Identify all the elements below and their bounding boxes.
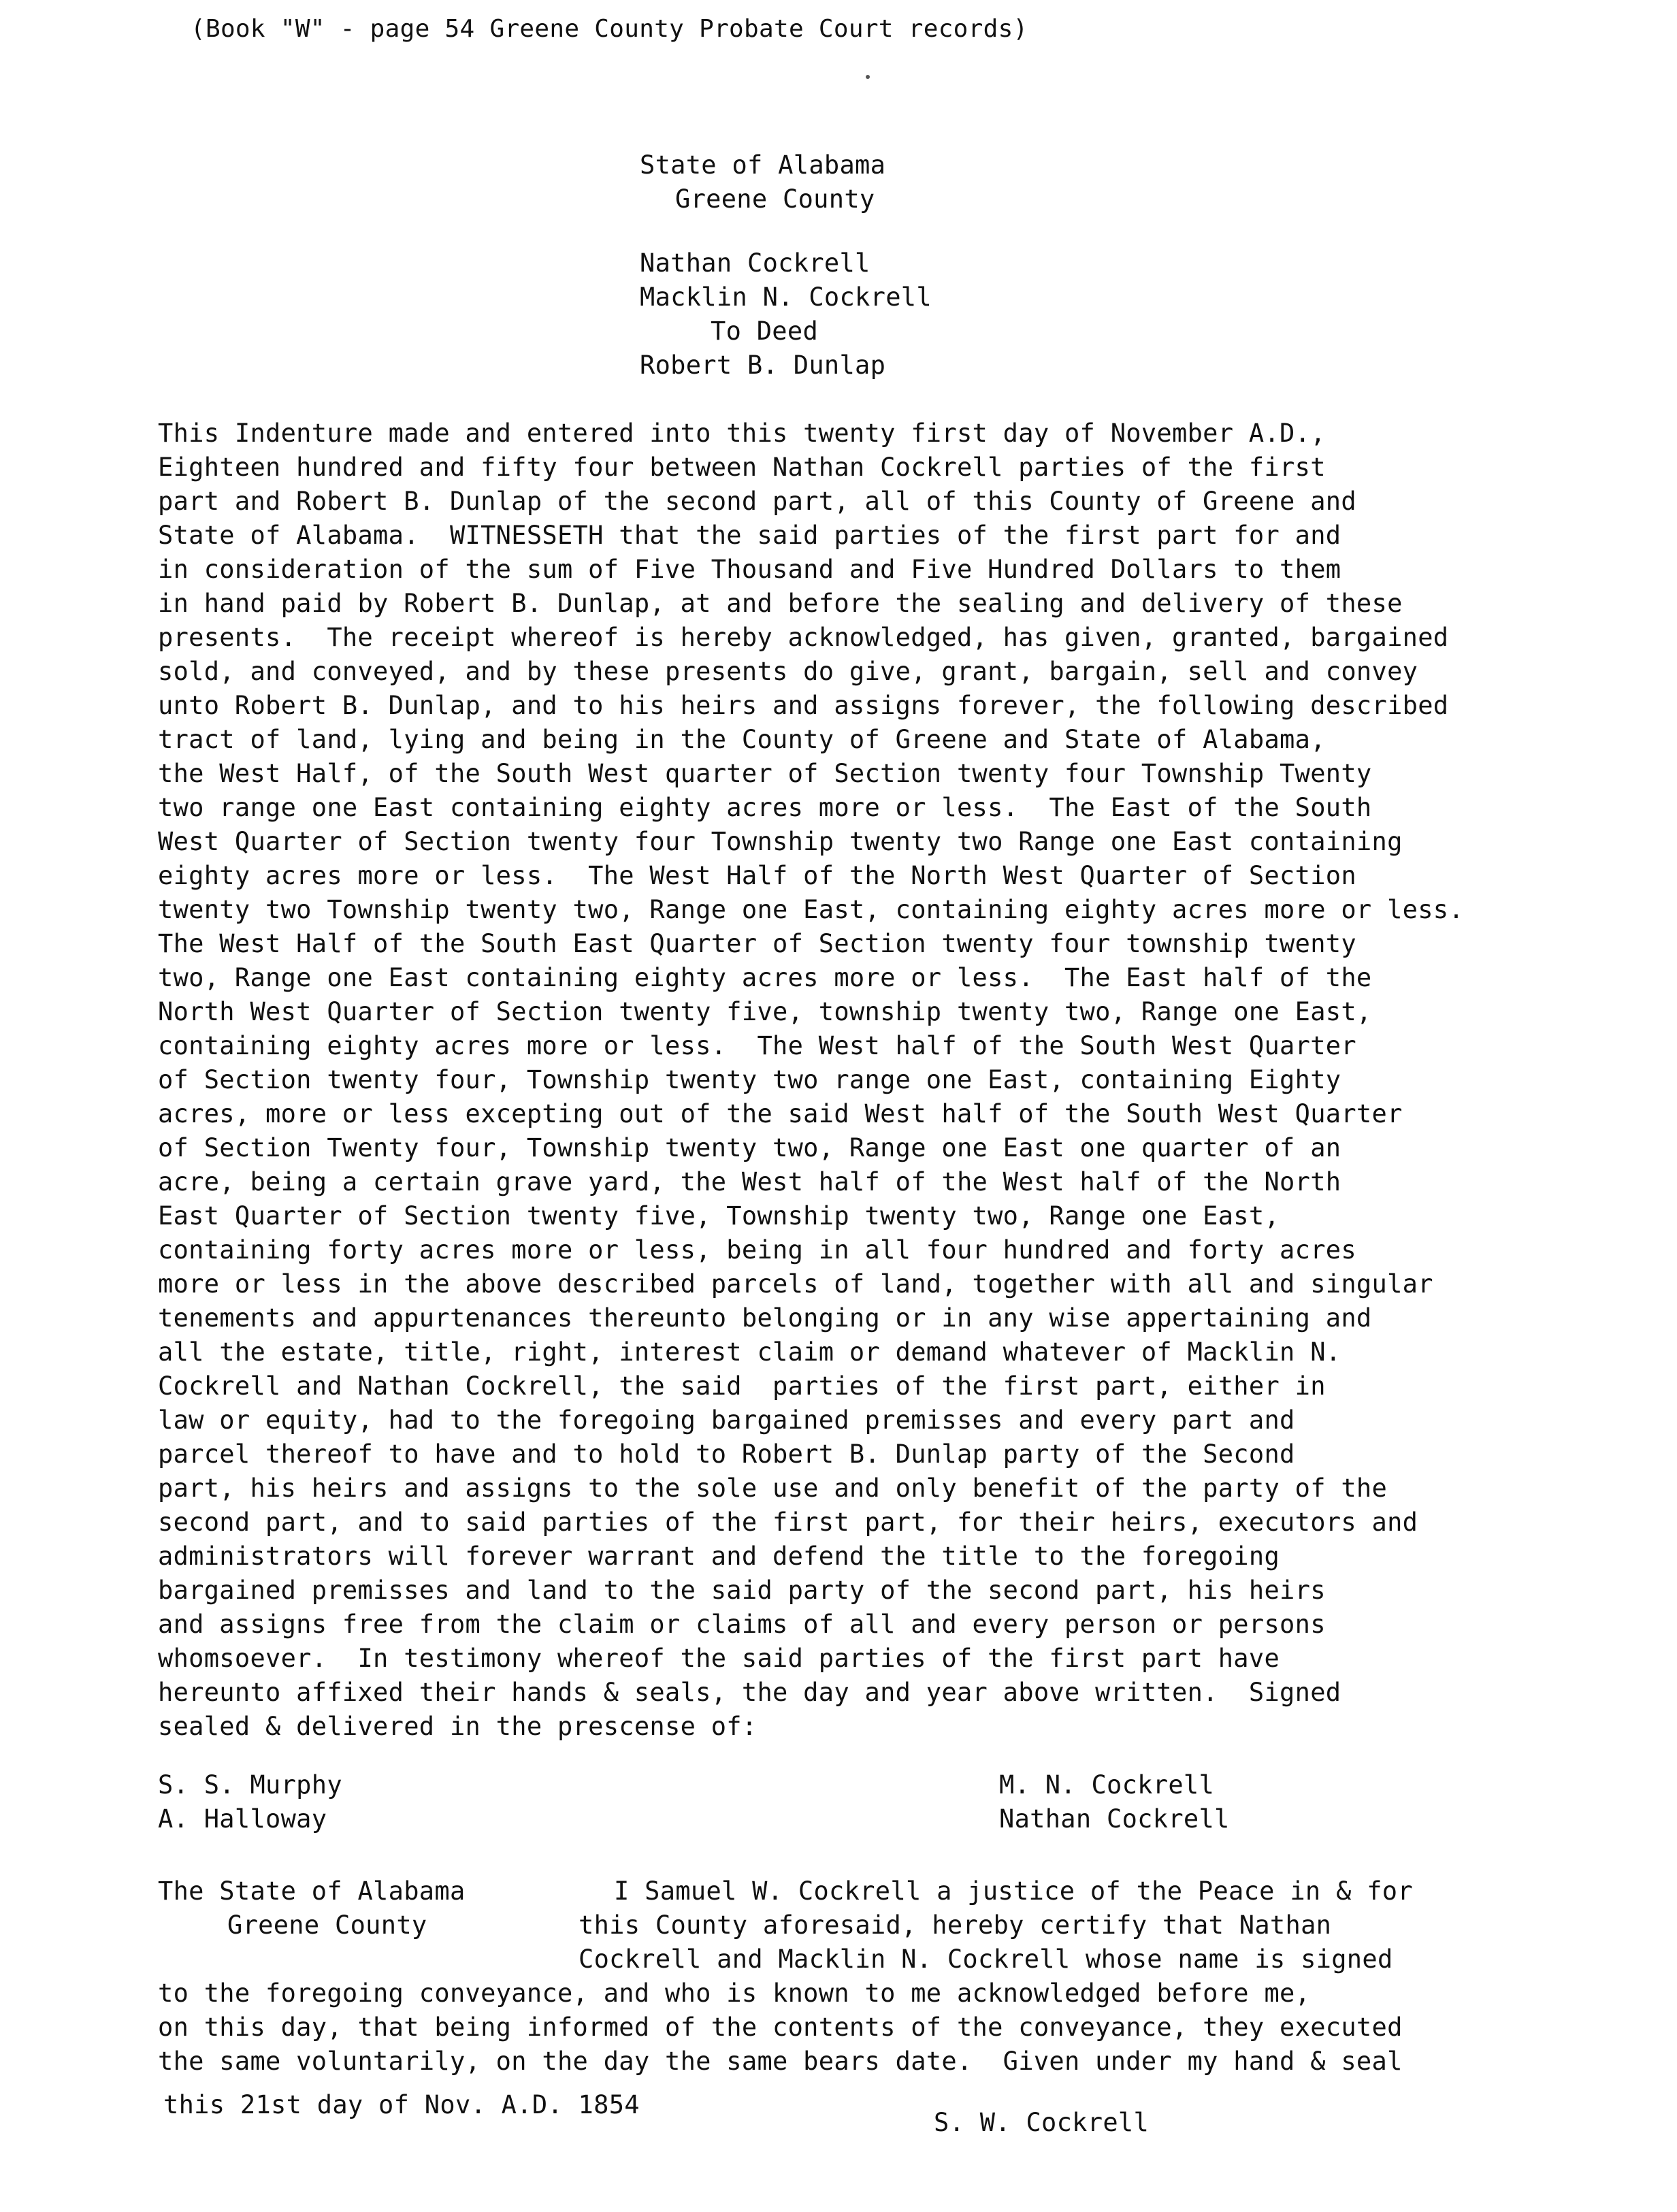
indenture-line: Eighteen hundred and fifty four between Nathan Cockrell parties of the first	[158, 453, 1326, 482]
indenture-line: part, his heirs and assigns to the sole use and only benefit of the party of the	[158, 1474, 1388, 1503]
indenture-line: The West Half of the South East Quarter of Section twenty four township twenty	[158, 929, 1356, 958]
indenture-line: second part, and to said parties of the first part, for their heirs, executors and	[158, 1508, 1418, 1537]
indenture-line: bargained premisses and land to the said party of the second part, his heirs	[158, 1576, 1326, 1605]
indenture-line: Cockrell and Nathan Cockrell, the said parties of the first part, either in	[158, 1371, 1326, 1401]
witness-1: S. S. Murphy	[158, 1770, 342, 1800]
indenture-line: whomsoever. In testimony whereof the said parties of the first part have	[158, 1644, 1280, 1673]
indenture-line: sold, and conveyed, and by these presents do give, grant, bargain, sell and convey	[158, 657, 1418, 686]
witness-2: A. Halloway	[158, 1804, 327, 1834]
page-speck	[866, 75, 870, 79]
indenture-line: containing eighty acres more or less. The West half of the South West Quarter	[158, 1031, 1356, 1060]
indenture-line: eighty acres more or less. The West Half of the North West Quarter of Section	[158, 861, 1356, 890]
indenture-line: in hand paid by Robert B. Dunlap, at and before the sealing and delivery of these	[158, 589, 1403, 618]
indenture-line: in consideration of the sum of Five Thousand and Five Hundred Dollars to them	[158, 555, 1341, 584]
book-reference-header: (Book "W" - page 54 Greene County Probate Court records)	[191, 15, 1028, 43]
ack-line: the same voluntarily, on the day the same bears date. Given under my hand & seal	[158, 2047, 1403, 2076]
indenture-line: two, Range one East containing eighty acres more or less. The East half of the	[158, 963, 1372, 992]
indenture-line: more or less in the above described parcels of land, together with all and singular	[158, 1269, 1433, 1299]
ack-line: on this day, that being informed of the contents of the conveyance, they executed	[158, 2013, 1403, 2042]
indenture-line: acre, being a certain grave yard, the West half of the West half of the North	[158, 1167, 1341, 1197]
justice-signature: S. W. Cockrell	[934, 2108, 1150, 2137]
indenture-line: the West Half, of the South West quarter of Section twenty four Township Twenty	[158, 759, 1372, 788]
indenture-line: of Section twenty four, Township twenty two range one East, containing Eighty	[158, 1065, 1341, 1094]
indenture-line: part and Robert B. Dunlap of the second part, all of this County of Greene and	[158, 487, 1356, 516]
caption-grantor-2: Macklin N. Cockrell	[640, 282, 932, 312]
ack-date-line: this 21st day of Nov. A.D. 1854	[163, 2090, 640, 2119]
signatory-1: M. N. Cockrell	[999, 1770, 1215, 1800]
indenture-line: containing forty acres more or less, being in all four hundred and forty acres	[158, 1235, 1356, 1265]
indenture-line: East Quarter of Section twenty five, Township twenty two, Range one East,	[158, 1201, 1280, 1231]
signatory-2: Nathan Cockrell	[999, 1804, 1230, 1834]
ack-line: this County aforesaid, hereby certify that Nathan	[579, 1910, 1332, 1940]
indenture-line: North West Quarter of Section twenty five, township twenty two, Range one East,	[158, 997, 1372, 1026]
indenture-line: tenements and appurtenances thereunto belonging or in any wise appertaining and	[158, 1303, 1372, 1333]
indenture-line: and assigns free from the claim or claims of all and every person or persons	[158, 1610, 1326, 1639]
indenture-line: presents. The receipt whereof is hereby acknowledged, has given, granted, bargained	[158, 623, 1449, 652]
ack-line: to the foregoing conveyance, and who is known to me acknowledged before me,	[158, 1979, 1311, 2008]
indenture-line: twenty two Township twenty two, Range one East, containing eighty acres more or less.	[158, 895, 1464, 924]
caption-to-deed: To Deed	[711, 316, 819, 346]
caption-grantor-1: Nathan Cockrell	[640, 248, 870, 278]
ack-venue-state: The State of Alabama	[158, 1876, 466, 1906]
indenture-line: all the estate, title, right, interest claim or demand whatever of Macklin N.	[158, 1337, 1341, 1367]
ack-venue-county: Greene County	[227, 1910, 427, 1940]
caption-state: State of Alabama	[640, 150, 886, 180]
indenture-line: parcel thereof to have and to hold to Robert B. Dunlap party of the Second	[158, 1440, 1295, 1469]
indenture-line: sealed & delivered in the prescense of:	[158, 1712, 758, 1741]
caption-county: Greene County	[675, 184, 875, 214]
indenture-line: acres, more or less excepting out of the said West half of the South West Quarter	[158, 1099, 1403, 1128]
indenture-line: administrators will forever warrant and defend the title to the foregoing	[158, 1542, 1280, 1571]
indenture-line: hereunto affixed their hands & seals, the day and year above written. Signed	[158, 1678, 1341, 1707]
indenture-line: State of Alabama. WITNESSETH that the said parties of the first part for and	[158, 521, 1341, 550]
indenture-line: unto Robert B. Dunlap, and to his heirs and assigns forever, the following described	[158, 691, 1449, 720]
indenture-line: of Section Twenty four, Township twenty two, Range one East one quarter of an	[158, 1133, 1341, 1162]
indenture-line: tract of land, lying and being in the County of Greene and State of Alabama,	[158, 725, 1326, 754]
ack-line: Cockrell and Macklin N. Cockrell whose name is signed	[579, 1945, 1393, 1974]
caption-grantee: Robert B. Dunlap	[640, 351, 886, 380]
indenture-line: West Quarter of Section twenty four Township twenty two Range one East containing	[158, 827, 1403, 856]
indenture-line: law or equity, had to the foregoing bargained premisses and every part and	[158, 1405, 1295, 1435]
ack-line: I Samuel W. Cockrell a justice of the Peace in & for	[614, 1876, 1413, 1906]
indenture-line: This Indenture made and entered into this twenty first day of November A.D.,	[158, 419, 1326, 448]
indenture-line: two range one East containing eighty acres more or less. The East of the South	[158, 793, 1372, 822]
